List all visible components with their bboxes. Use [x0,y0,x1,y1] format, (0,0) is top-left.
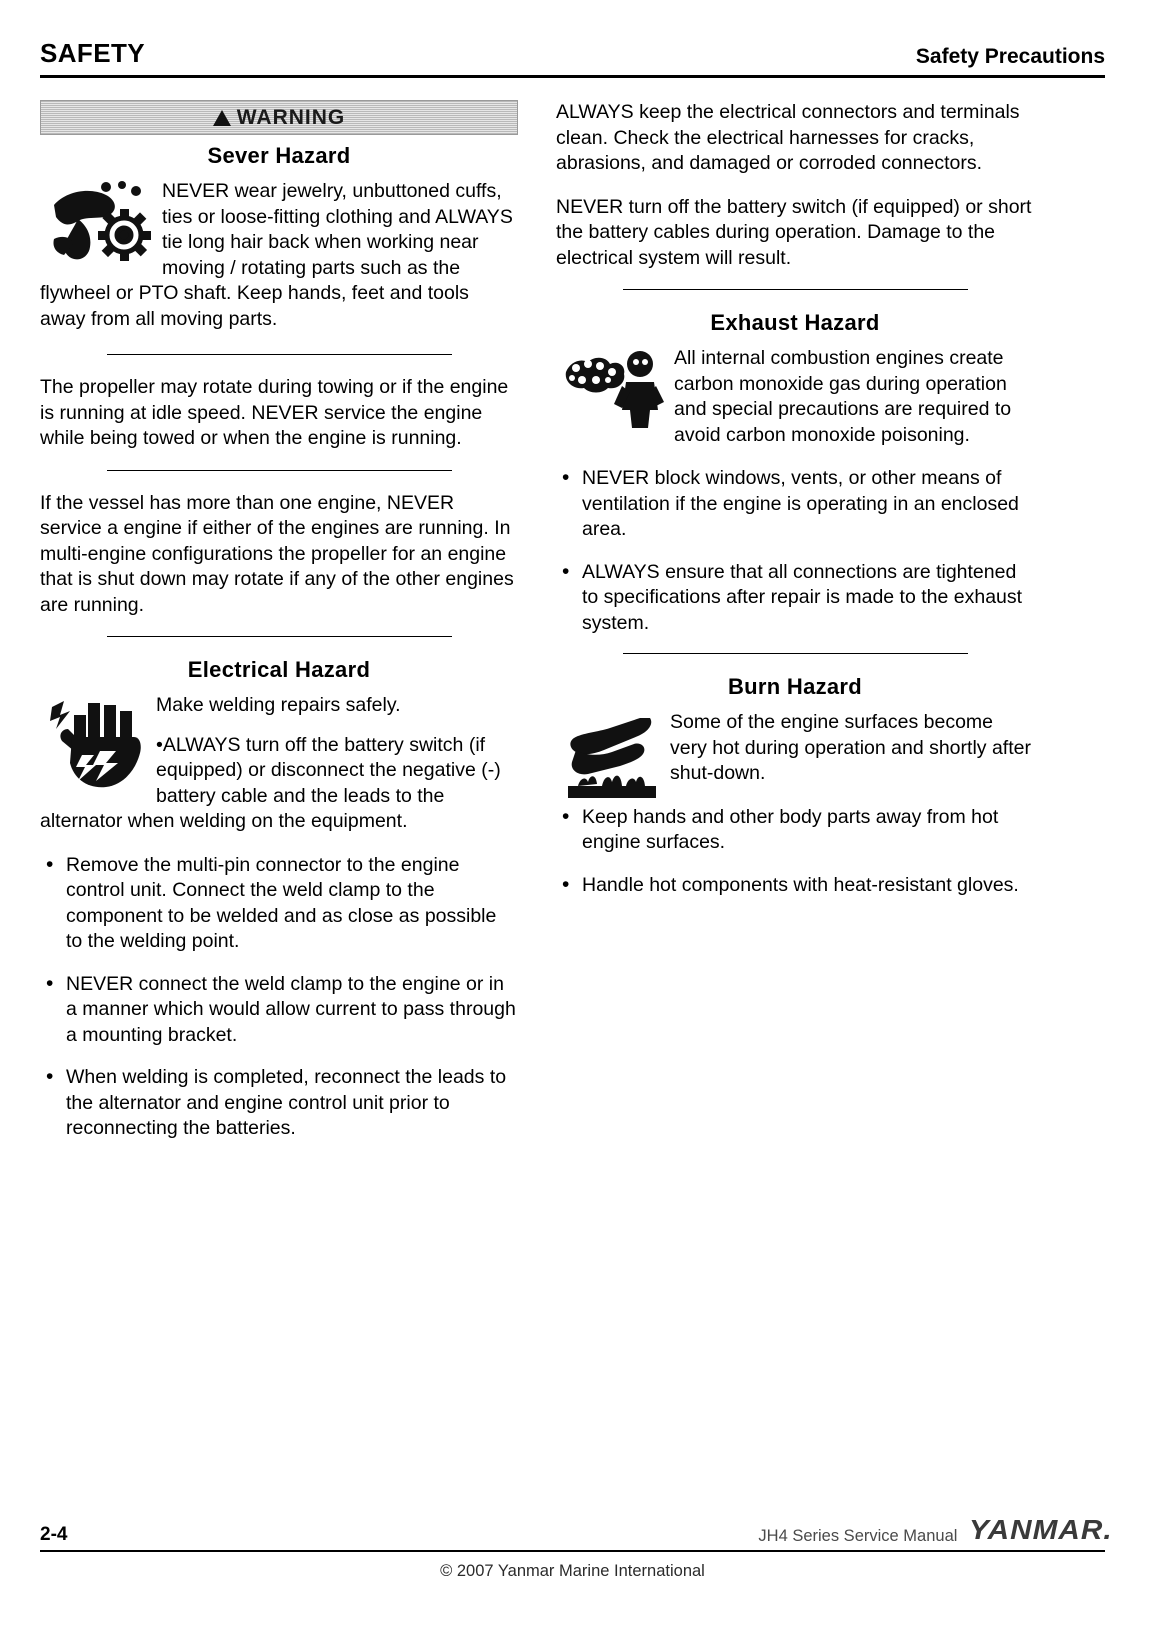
right-column [556,100,1034,1159]
electrical-hazard-heading: Electrical Hazard [187,657,371,682]
burn-hazard-bullets [556,805,1034,899]
section-divider [107,354,452,355]
list-item: • NEVER connect the weld clamp to the engine or in a manner which would allow current to pass through a mounting bracket. [40,972,518,1049]
electrical-hazard-intro: Make welding repairs safely. [156,694,401,716]
page-header [40,38,1105,78]
electrical-hazard-block [40,693,518,853]
electrical-hazard-body: •ALWAYS turn off the battery switch (if equipped) or disconnect the negative (-) battery cable and the leads to the alternator when welding on the equipment. [40,733,501,832]
electrical-hazard-bullets [40,853,518,1142]
list-item: • ALWAYS ensure that all connections are tightened to specifications after repair is made to the exhaust system. [556,560,1034,637]
list-item: • NEVER block windows, vents, or other means of ventilation if the engine is operating in an enclosed area. [556,466,1034,543]
sever-hazard-para2: The propeller may rotate during towing or if the engine is running at idle speed. NEVER service the engine while being towed or when the engine is running. [40,376,509,449]
page-columns [40,100,1105,1159]
warning-triangle-icon [213,110,231,126]
warning-banner-content [213,106,346,130]
exhaust-fumes-person-icon [564,348,664,434]
section-divider [107,470,452,471]
list-item: • When welding is completed, reconnect the leads to the alternator and engine control unit prior to reconnecting the batteries. [40,1065,518,1142]
warning-banner [40,100,518,135]
sever-hazard-para3: If the vessel has more than one engine, NEVER service a engine if either of the engines are running. In multi-engine configurations the propeller for an engine that is shut down may rotate if any of the other engines are running. [40,491,514,616]
exhaust-hazard-bullets [556,466,1034,636]
header-subsection-title: Safety Precautions [915,45,1105,68]
sever-hazard-block [40,179,518,350]
page-footer [40,1514,1114,1581]
section-divider [107,636,452,637]
rotating-parts-hand-icon [48,181,152,273]
list-item: • Keep hands and other body parts away from hot engine surfaces. [556,805,1034,856]
right-column-para1: ALWAYS keep the electrical connectors and terminals clean. Check the electrical harnesses for cracks, abrasions, and damaged or corroded connectors. [556,101,1020,174]
electric-shock-hand-icon [48,695,146,791]
exhaust-hazard-heading: Exhaust Hazard [710,310,880,335]
yanmar-logo: YANMAR. [969,1514,1114,1545]
burn-hazard-heading: Burn Hazard [727,674,863,699]
burn-hazard-body: Some of the engine surfaces become very hot during operation and shortly after shut-down. [670,711,1031,784]
exhaust-hazard-body: All internal combustion engines create carbon monoxide gas during operation and special precautions are required to avoid carbon monoxide poisoning. [674,347,1012,446]
footer-right [758,1514,1114,1546]
manual-name: JH4 Series Service Manual [758,1527,958,1545]
list-item: • Remove the multi-pin connector to the engine control unit. Connect the weld clamp to the component to be welded and as close as possible to the welding point. [40,853,518,955]
warning-banner-label: WARNING [236,105,346,129]
section-divider [623,289,968,290]
copyright-notice: © 2007 Yanmar Marine International [440,1562,705,1580]
left-column [40,100,518,1159]
page-number: 2-4 [40,1524,68,1545]
exhaust-hazard-block [556,346,1034,466]
section-divider [623,653,968,654]
right-column-para2: NEVER turn off the battery switch (if equipped) or short the battery cables during operation. Damage to the electrical system will result. [556,195,1032,269]
burn-hazard-block [556,710,1034,805]
hot-surface-hand-icon [564,712,660,800]
sever-hazard-body: NEVER wear jewelry, unbuttoned cuffs, ties or loose-fitting clothing and ALWAYS tie long hair back when working near moving / rotating parts such as the flywheel or PTO shaft. Keep hands, feet and tools away from all moving parts. [40,180,513,330]
footer-line [40,1514,1114,1552]
header-section-title: SAFETY [40,38,145,68]
sever-hazard-heading: Sever Hazard [207,143,351,168]
list-item: • Handle hot components with heat-resistant gloves. [556,873,1034,899]
